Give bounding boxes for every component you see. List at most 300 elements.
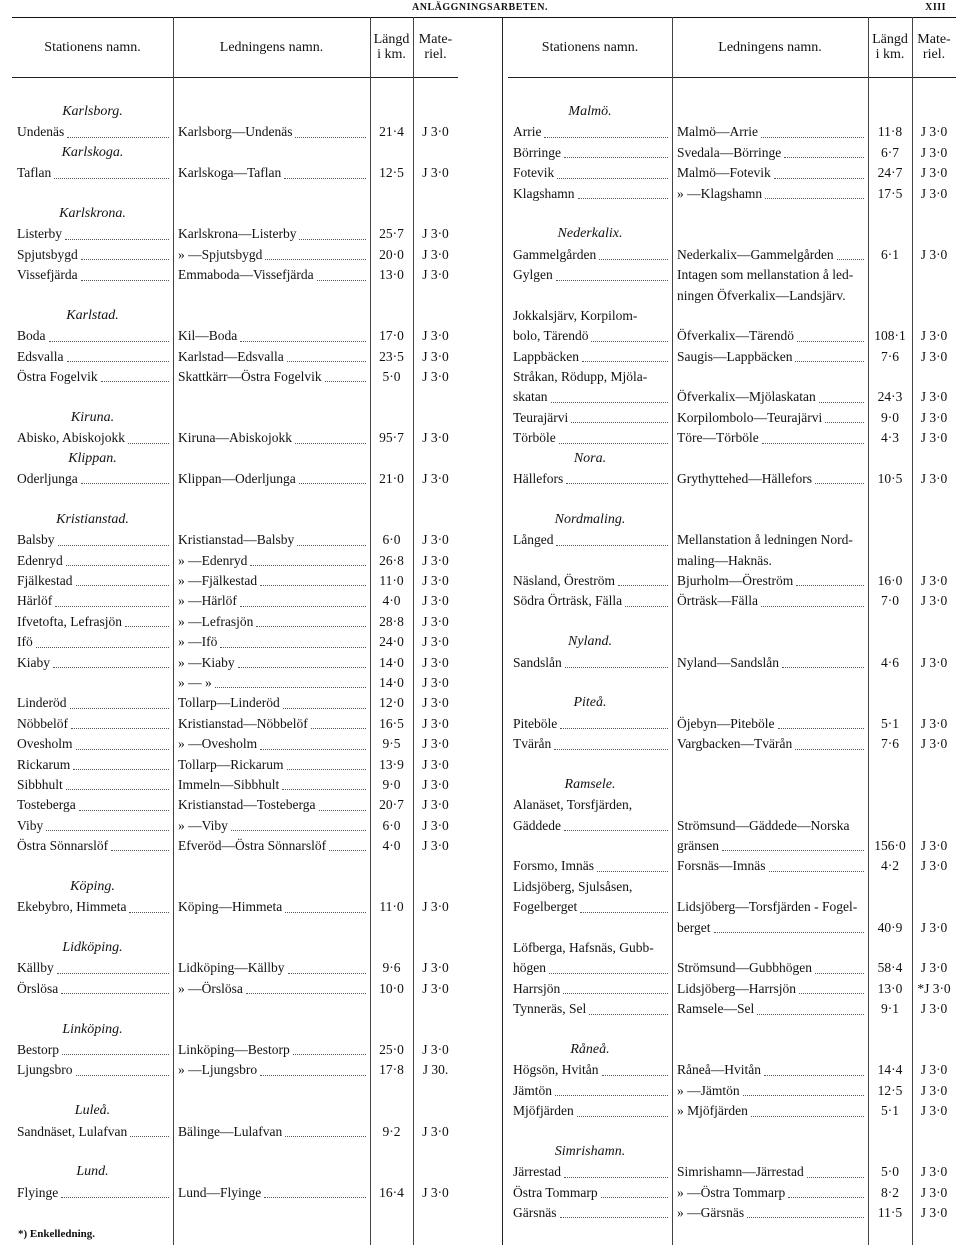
section-heading: Linköping. bbox=[62, 1021, 123, 1037]
table-row bbox=[12, 918, 458, 938]
leader-dots bbox=[774, 178, 864, 179]
station-name: Gammelgården bbox=[513, 246, 597, 262]
material bbox=[912, 795, 956, 815]
table-row bbox=[12, 265, 458, 285]
length-km: 5·0 bbox=[881, 1164, 899, 1180]
length-km: 9·5 bbox=[382, 736, 401, 752]
line-name: » —Fjälkestad bbox=[178, 572, 258, 588]
material: J 3·0 bbox=[920, 736, 948, 752]
line-name: Karlskoga—Taflan bbox=[178, 165, 282, 181]
length-km: 4·3 bbox=[881, 430, 899, 446]
line-name: » —Härlöf bbox=[178, 593, 237, 609]
station-name: Jokkalsjärv, Korpilom- bbox=[513, 307, 638, 323]
line-name: Intagen som mellanstation å led- bbox=[677, 267, 854, 283]
leader-dots bbox=[299, 239, 366, 240]
section-heading: Karlskrona. bbox=[59, 205, 126, 221]
length-km: 9·2 bbox=[382, 1123, 401, 1139]
leader-dots bbox=[815, 973, 864, 974]
table-row bbox=[508, 1183, 956, 1203]
table-row bbox=[508, 204, 956, 224]
length-km: 8·2 bbox=[881, 1184, 899, 1200]
leader-dots bbox=[129, 912, 169, 913]
line-name: Linköping—Bestorp bbox=[178, 1041, 290, 1057]
leader-dots bbox=[54, 178, 169, 179]
material bbox=[912, 551, 956, 571]
table-row bbox=[508, 571, 956, 591]
length-km: 5·1 bbox=[881, 1103, 899, 1119]
leader-dots bbox=[325, 381, 366, 382]
material: J 3·0 bbox=[422, 654, 449, 670]
leader-dots bbox=[238, 667, 366, 668]
length-km: 11·0 bbox=[379, 572, 404, 588]
length-km: 7·6 bbox=[881, 736, 899, 752]
section-heading-row bbox=[508, 693, 956, 713]
table-row bbox=[508, 1101, 956, 1121]
material: J 3·0 bbox=[422, 430, 449, 446]
table-body bbox=[508, 102, 956, 1223]
section-heading: Lund. bbox=[76, 1164, 109, 1180]
material: J 3·0 bbox=[920, 328, 948, 344]
station-name: Stråkan, Rödupp, Mjöla- bbox=[513, 369, 648, 385]
table-row bbox=[12, 897, 458, 917]
line-name: Mellanstation å ledningen Nord- bbox=[677, 532, 853, 548]
table-row bbox=[12, 326, 458, 346]
table-row bbox=[12, 612, 458, 632]
leader-dots bbox=[283, 708, 366, 709]
length-km: 4·0 bbox=[382, 838, 401, 854]
section-heading: Kristianstad. bbox=[56, 511, 129, 527]
station-name: Sandnäset, Lulafvan bbox=[17, 1123, 128, 1139]
table-row bbox=[12, 469, 458, 489]
line-name: Karlsborg—Undenäs bbox=[178, 124, 293, 140]
length-km: 13·0 bbox=[877, 980, 903, 996]
table-row bbox=[508, 1060, 956, 1080]
table-row bbox=[508, 245, 956, 265]
leader-dots bbox=[555, 1095, 668, 1096]
station-name: Hällefors bbox=[513, 471, 564, 487]
material: J 3·0 bbox=[422, 674, 449, 690]
material bbox=[912, 897, 956, 917]
leader-dots bbox=[560, 728, 668, 729]
leader-dots bbox=[317, 280, 366, 281]
material: J 3·0 bbox=[920, 1001, 948, 1017]
line-name: Karlstad—Edsvalla bbox=[178, 348, 284, 364]
table-row bbox=[12, 999, 458, 1019]
length-km bbox=[868, 897, 912, 917]
section-heading-row bbox=[508, 1142, 956, 1162]
leader-dots bbox=[111, 850, 169, 851]
line-name: maling—Haknäs. bbox=[677, 552, 772, 568]
line-name: Lidsjöberg—Torsfjärden - Fogel- bbox=[677, 899, 858, 915]
line-name: Vargbacken—Tvärån bbox=[677, 736, 793, 752]
length-km: 7·6 bbox=[881, 348, 899, 364]
length-km: 26·8 bbox=[379, 552, 404, 568]
material: J 3·0 bbox=[920, 572, 948, 588]
length-km bbox=[868, 265, 912, 285]
right-table bbox=[508, 17, 956, 1245]
line-name bbox=[677, 795, 864, 815]
leader-dots bbox=[544, 137, 668, 138]
material: J 3·0 bbox=[920, 960, 948, 976]
table-row bbox=[12, 387, 458, 407]
station-name bbox=[513, 918, 668, 938]
line-name: » —Örslösa bbox=[178, 980, 243, 996]
material: J 3·0 bbox=[920, 348, 948, 364]
table-row bbox=[12, 367, 458, 387]
table-row bbox=[12, 428, 458, 448]
section-heading: Nordmaling. bbox=[554, 511, 626, 527]
table-row bbox=[508, 306, 956, 326]
station-name: bolo, Tärendö bbox=[513, 328, 589, 344]
table-row bbox=[12, 856, 458, 876]
leader-dots bbox=[799, 993, 864, 994]
leader-dots bbox=[618, 585, 668, 586]
line-name: Töre—Törböle bbox=[677, 430, 759, 446]
table-row bbox=[12, 795, 458, 815]
leader-dots bbox=[215, 687, 366, 688]
leader-dots bbox=[61, 993, 169, 994]
line-name: Forsnäs—Imnäs bbox=[677, 858, 766, 874]
table-row bbox=[12, 836, 458, 856]
line-name: Skattkärr—Östra Fogelvik bbox=[178, 369, 322, 385]
table-row bbox=[12, 245, 458, 265]
station-name: Nöbbelöf bbox=[17, 715, 68, 731]
table-row bbox=[508, 184, 956, 204]
material: J 3·0 bbox=[920, 838, 948, 854]
section-heading-row bbox=[12, 102, 458, 122]
station-name: Härlöf bbox=[17, 593, 53, 609]
section-heading-row bbox=[508, 1040, 956, 1060]
leader-dots bbox=[79, 810, 169, 811]
table-row bbox=[12, 1060, 458, 1080]
length-km: 95·7 bbox=[379, 430, 404, 446]
length-km: 6·0 bbox=[382, 817, 401, 833]
line-name: Strömsund—Gäddede—Norska bbox=[677, 817, 850, 833]
leader-dots bbox=[765, 198, 864, 199]
station-name: skatan bbox=[513, 389, 548, 405]
section-heading: Kiruna. bbox=[70, 409, 115, 425]
line-name bbox=[677, 367, 864, 387]
station-name: Östra Tommarp bbox=[513, 1184, 598, 1200]
table-row bbox=[12, 693, 458, 713]
material: J 3·0 bbox=[920, 1082, 948, 1098]
length-km: 16·0 bbox=[877, 572, 903, 588]
material: J 3·0 bbox=[422, 960, 449, 976]
material: J 3·0 bbox=[422, 613, 449, 629]
material: J 3·0 bbox=[422, 532, 449, 548]
length-km: 25·7 bbox=[379, 226, 404, 242]
line-name: Lidköping—Källby bbox=[178, 960, 285, 976]
table-row bbox=[508, 938, 956, 958]
material: J 3·0 bbox=[920, 858, 948, 874]
length-km bbox=[868, 877, 912, 897]
center-rule bbox=[502, 17, 503, 1245]
leader-dots bbox=[751, 1116, 864, 1117]
station-name bbox=[17, 673, 169, 693]
length-km: 40·9 bbox=[877, 919, 903, 935]
table-row bbox=[508, 795, 956, 815]
section-heading: Piteå. bbox=[573, 695, 607, 711]
leader-dots bbox=[761, 137, 864, 138]
table-row bbox=[12, 551, 458, 571]
material: J 3·0 bbox=[920, 409, 948, 425]
leader-dots bbox=[260, 749, 366, 750]
station-name: Ekebybro, Himmeta bbox=[17, 899, 127, 915]
material: J 3·0 bbox=[920, 654, 948, 670]
table-row bbox=[508, 856, 956, 876]
station-name: Ljungsbro bbox=[17, 1062, 73, 1078]
length-km: 156·0 bbox=[874, 838, 906, 854]
leader-dots bbox=[815, 483, 864, 484]
leader-dots bbox=[67, 137, 169, 138]
line-name: Öfverkalix—Tärendö bbox=[677, 328, 794, 344]
line-name: Kristianstad—Tosteberga bbox=[178, 797, 316, 813]
table-row bbox=[12, 489, 458, 509]
leader-dots bbox=[264, 1197, 366, 1198]
length-km bbox=[868, 530, 912, 550]
line-name bbox=[677, 877, 864, 897]
station-name: Kiaby bbox=[17, 654, 50, 670]
column-header-row bbox=[508, 17, 956, 78]
leader-dots bbox=[319, 810, 366, 811]
material: J 3·0 bbox=[920, 124, 948, 140]
length-km: 9·0 bbox=[382, 776, 401, 792]
leader-dots bbox=[795, 361, 864, 362]
station-name: högen bbox=[513, 960, 546, 976]
station-name: Järrestad bbox=[513, 1164, 561, 1180]
section-heading-row bbox=[12, 877, 458, 897]
material: J 3·0 bbox=[920, 1164, 948, 1180]
leader-dots bbox=[551, 402, 669, 403]
station-name: Lappbäcken bbox=[513, 348, 579, 364]
line-name: Bjurholm—Öreström bbox=[677, 572, 794, 588]
leader-dots bbox=[71, 728, 169, 729]
table-row bbox=[12, 1122, 458, 1142]
leader-dots bbox=[580, 912, 668, 913]
station-name: Vissefjärda bbox=[17, 267, 78, 283]
leader-dots bbox=[825, 422, 864, 423]
line-name: » —Klagshamn bbox=[677, 185, 763, 201]
length-km: 6·1 bbox=[881, 246, 899, 262]
leader-dots bbox=[285, 912, 366, 913]
leader-dots bbox=[250, 565, 366, 566]
length-km: 13·9 bbox=[379, 756, 404, 772]
table-row bbox=[508, 469, 956, 489]
column-header-line: Ledningens namn. bbox=[219, 39, 324, 55]
length-km: 9·6 bbox=[382, 960, 401, 976]
section-heading: Ramsele. bbox=[564, 776, 616, 792]
material: J 3·0 bbox=[422, 165, 449, 181]
material bbox=[912, 877, 956, 897]
leader-dots bbox=[81, 280, 169, 281]
leader-dots bbox=[807, 1177, 864, 1178]
table-row bbox=[12, 1040, 458, 1060]
material bbox=[912, 286, 956, 306]
length-km: 7·0 bbox=[881, 593, 899, 609]
table-row bbox=[508, 918, 956, 938]
line-name: Saugis—Lappbäcken bbox=[677, 348, 793, 364]
table-row bbox=[508, 265, 956, 285]
length-km: 11·8 bbox=[877, 124, 903, 140]
column-header-length: Längd i km. bbox=[872, 32, 908, 62]
table-row bbox=[508, 530, 956, 550]
leader-dots bbox=[599, 259, 668, 260]
leader-dots bbox=[53, 667, 169, 668]
line-name: Svedala—Börringe bbox=[677, 144, 782, 160]
leader-dots bbox=[560, 1217, 669, 1218]
length-km bbox=[868, 367, 912, 387]
leader-dots bbox=[46, 830, 169, 831]
table-row bbox=[508, 286, 956, 306]
leader-dots bbox=[81, 483, 169, 484]
line-name: Kiruna—Abiskojokk bbox=[178, 430, 292, 446]
length-km: 24·7 bbox=[877, 165, 903, 181]
table-row bbox=[508, 836, 956, 856]
material: J 3·0 bbox=[920, 1184, 948, 1200]
line-name: Tollarp—Rickarum bbox=[178, 756, 284, 772]
station-name bbox=[513, 551, 668, 571]
leader-dots bbox=[782, 667, 864, 668]
leader-dots bbox=[329, 850, 366, 851]
length-km: 20·7 bbox=[379, 797, 404, 813]
material: J 3·0 bbox=[920, 593, 948, 609]
length-km: 11·0 bbox=[379, 899, 404, 915]
leader-dots bbox=[67, 361, 170, 362]
leader-dots bbox=[57, 973, 169, 974]
line-name: Immeln—Sibbhult bbox=[178, 776, 280, 792]
material: J 3·0 bbox=[422, 634, 449, 650]
length-km: 14·4 bbox=[877, 1062, 903, 1078]
length-km bbox=[868, 551, 912, 571]
length-km: 21·0 bbox=[379, 471, 404, 487]
leader-dots bbox=[788, 1197, 864, 1198]
section-heading-row bbox=[12, 143, 458, 163]
station-name: Gärsnäs bbox=[513, 1205, 557, 1221]
line-name: berget bbox=[677, 919, 711, 935]
station-name: Högsön, Hvitån bbox=[513, 1062, 599, 1078]
station-name: Tynneräs, Sel bbox=[513, 1001, 587, 1017]
line-name: » —Östra Tommarp bbox=[677, 1184, 786, 1200]
leader-dots bbox=[295, 137, 366, 138]
leader-dots bbox=[260, 585, 366, 586]
leader-dots bbox=[297, 545, 366, 546]
section-heading: Nora. bbox=[573, 450, 607, 466]
station-name: Törböle bbox=[513, 430, 556, 446]
station-name bbox=[513, 836, 668, 856]
table-row bbox=[12, 347, 458, 367]
column-header-material: Mate- riel. bbox=[917, 32, 951, 62]
station-name: Börringe bbox=[513, 144, 561, 160]
leader-dots bbox=[625, 606, 668, 607]
leader-dots bbox=[76, 749, 170, 750]
leader-dots bbox=[260, 1075, 366, 1076]
material: J 3·0 bbox=[422, 695, 449, 711]
table-row bbox=[508, 122, 956, 142]
length-km: 10·0 bbox=[379, 980, 404, 996]
station-name: Linderöd bbox=[17, 695, 67, 711]
table-body bbox=[12, 102, 458, 1203]
line-name: Emmaboda—Vissefjärda bbox=[178, 267, 314, 283]
length-km: 12·5 bbox=[379, 165, 404, 181]
section-heading: Karlsborg. bbox=[62, 104, 123, 119]
line-name: » —Ovesholm bbox=[178, 736, 258, 752]
table-row bbox=[508, 612, 956, 632]
column-header-station: Stationens namn. bbox=[44, 39, 141, 55]
material: J 3·0 bbox=[422, 348, 449, 364]
leader-dots bbox=[125, 626, 169, 627]
leader-dots bbox=[287, 361, 366, 362]
table-row bbox=[12, 1081, 458, 1101]
section-heading: Köping. bbox=[70, 878, 115, 894]
column-header-station: Stationens namn. bbox=[541, 39, 639, 55]
material: J 3·0 bbox=[920, 430, 948, 446]
station-name: Ifvetofta, Lefrasjön bbox=[17, 613, 122, 629]
length-km bbox=[868, 816, 912, 836]
leader-dots bbox=[231, 830, 366, 831]
section-heading: Lidköping. bbox=[62, 940, 123, 956]
line-name: » —Lefrasjön bbox=[178, 613, 254, 629]
material: J 3·0 bbox=[422, 817, 449, 833]
table-row bbox=[508, 877, 956, 897]
material: J 3·0 bbox=[422, 797, 449, 813]
length-km: 14·0 bbox=[379, 654, 404, 670]
leader-dots bbox=[563, 993, 668, 994]
material: J 3·0 bbox=[920, 471, 948, 487]
table-row bbox=[508, 1203, 956, 1223]
leader-dots bbox=[66, 789, 169, 790]
station-name: Tosteberga bbox=[17, 797, 76, 813]
leader-dots bbox=[285, 1136, 366, 1137]
station-name: Fogelberget bbox=[513, 899, 578, 915]
leader-dots bbox=[66, 565, 169, 566]
section-heading: Malmö. bbox=[568, 104, 612, 119]
table-row bbox=[508, 999, 956, 1019]
leader-dots bbox=[49, 341, 170, 342]
table-row bbox=[508, 1122, 956, 1142]
table-row bbox=[508, 551, 956, 571]
section-heading: Karlstad. bbox=[66, 307, 119, 323]
material: J 3·0 bbox=[422, 736, 449, 752]
station-name: Rickarum bbox=[17, 756, 71, 772]
leader-dots bbox=[778, 728, 865, 729]
leader-dots bbox=[743, 1095, 864, 1096]
leader-dots bbox=[62, 1054, 169, 1055]
table-row bbox=[12, 775, 458, 795]
section-heading-row bbox=[508, 224, 956, 244]
length-km: 23·5 bbox=[379, 348, 404, 364]
station-name: Östra Sönnarslöf bbox=[17, 838, 109, 854]
material: J 3·0 bbox=[920, 1062, 948, 1078]
length-km: 108·1 bbox=[874, 328, 906, 344]
station-name: Undenäs bbox=[17, 124, 65, 140]
table-row bbox=[12, 958, 458, 978]
line-name: » —Jämtön bbox=[677, 1082, 740, 1098]
leader-dots bbox=[240, 606, 366, 607]
line-name: Kil—Boda bbox=[178, 328, 238, 344]
station-name: Taflan bbox=[17, 165, 52, 181]
leader-dots bbox=[58, 545, 169, 546]
leader-dots bbox=[284, 178, 366, 179]
section-heading-row bbox=[508, 632, 956, 652]
length-km: 12·0 bbox=[379, 695, 404, 711]
table-row bbox=[508, 143, 956, 163]
leader-dots bbox=[564, 830, 668, 831]
station-name: Sibbhult bbox=[17, 776, 63, 792]
station-name: Klagshamn bbox=[513, 185, 575, 201]
table-row bbox=[508, 653, 956, 673]
station-name: Ovesholm bbox=[17, 736, 73, 752]
leader-dots bbox=[265, 259, 366, 260]
